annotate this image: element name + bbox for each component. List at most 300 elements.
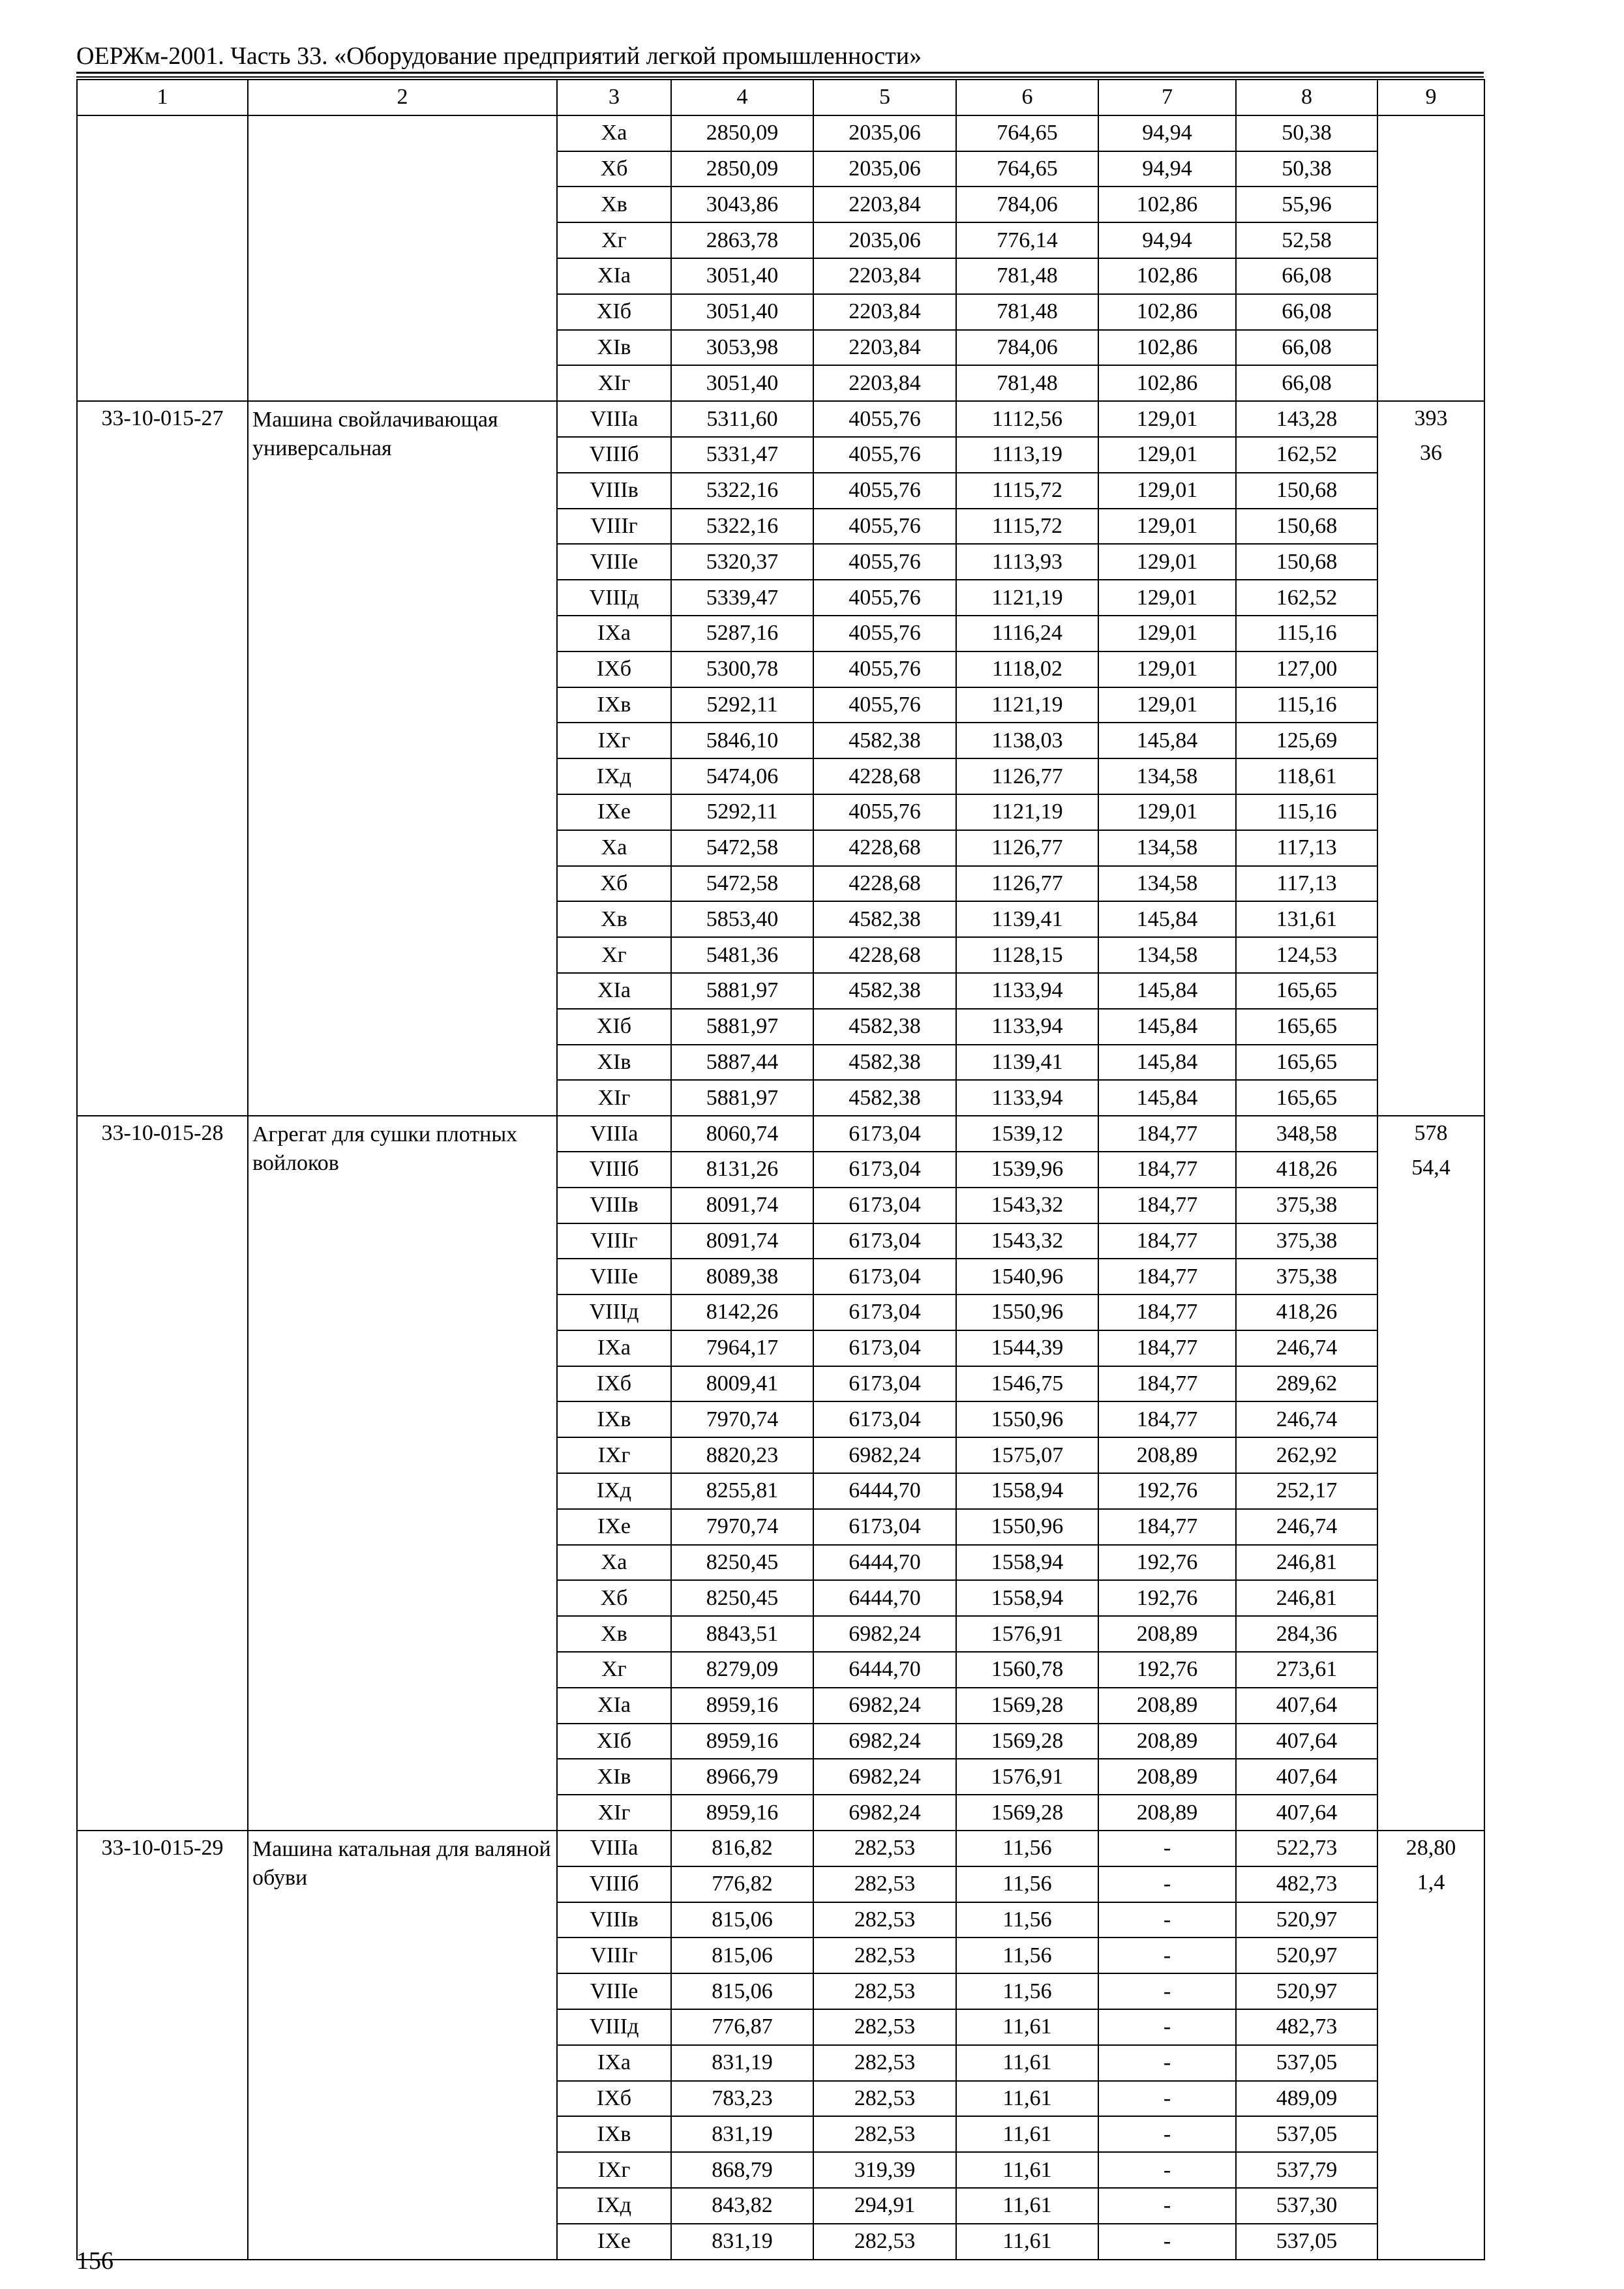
value-cell: - <box>1098 1831 1236 1866</box>
value-cell: 407,64 <box>1236 1688 1377 1724</box>
value-cell: 5887,44 <box>671 1045 813 1081</box>
value-cell: 184,77 <box>1098 1223 1236 1259</box>
zone-cell: VIIIд <box>557 2009 671 2045</box>
value-cell: 6173,04 <box>813 1116 956 1152</box>
zone-cell: IXa <box>557 2045 671 2081</box>
value-cell: 5472,58 <box>671 830 813 866</box>
zone-cell: IXе <box>557 2224 671 2260</box>
column-header: 6 <box>956 80 1098 115</box>
value-cell: 129,01 <box>1098 401 1236 437</box>
value-cell: 2035,06 <box>813 115 956 151</box>
value-cell: 208,89 <box>1098 1795 1236 1831</box>
value-cell: 4055,76 <box>813 437 956 473</box>
value-cell: 273,61 <box>1236 1652 1377 1688</box>
value-cell: 94,94 <box>1098 151 1236 187</box>
value-cell: 252,17 <box>1236 1473 1377 1509</box>
zone-cell: Xб <box>557 151 671 187</box>
value-cell: 282,53 <box>813 2081 956 2117</box>
zone-cell: IXб <box>557 2081 671 2117</box>
zone-cell: XIa <box>557 973 671 1009</box>
value-cell: 537,79 <box>1236 2152 1377 2188</box>
value-cell: 129,01 <box>1098 580 1236 616</box>
zone-cell: IXв <box>557 2116 671 2152</box>
value-cell: 282,53 <box>813 1973 956 2009</box>
value-cell: 4055,76 <box>813 509 956 545</box>
value-cell: 246,81 <box>1236 1545 1377 1581</box>
zone-cell: XIв <box>557 1045 671 1081</box>
value-cell: 1139,41 <box>956 1045 1098 1081</box>
value-cell: 129,01 <box>1098 651 1236 687</box>
mass-cell <box>1377 1116 1484 1831</box>
zone-cell: XIв <box>557 1759 671 1795</box>
value-cell: 129,01 <box>1098 616 1236 651</box>
value-cell: 6173,04 <box>813 1509 956 1545</box>
value-cell: 6982,24 <box>813 1795 956 1831</box>
value-cell: 8966,79 <box>671 1759 813 1795</box>
value-cell: 781,48 <box>956 258 1098 294</box>
value-cell: 262,92 <box>1236 1437 1377 1473</box>
value-cell: 3053,98 <box>671 330 813 366</box>
value-cell: 165,65 <box>1236 973 1377 1009</box>
value-cell: 192,76 <box>1098 1580 1236 1616</box>
value-cell: 284,36 <box>1236 1616 1377 1652</box>
value-cell: 537,30 <box>1236 2188 1377 2224</box>
value-cell: 125,69 <box>1236 723 1377 758</box>
value-cell: 418,26 <box>1236 1152 1377 1188</box>
value-cell: 11,56 <box>956 1831 1098 1866</box>
value-cell: 145,84 <box>1098 1080 1236 1116</box>
value-cell: 2035,06 <box>813 151 956 187</box>
value-cell: 150,68 <box>1236 544 1377 580</box>
value-cell: 5846,10 <box>671 723 813 758</box>
value-cell: 208,89 <box>1098 1759 1236 1795</box>
value-cell: 162,52 <box>1236 437 1377 473</box>
value-cell: 6444,70 <box>813 1545 956 1581</box>
value-cell: 4055,76 <box>813 473 956 509</box>
value-cell: 4228,68 <box>813 937 956 973</box>
value-cell: 783,23 <box>671 2081 813 2117</box>
value-cell: 246,74 <box>1236 1330 1377 1366</box>
value-cell: 2203,84 <box>813 330 956 366</box>
value-cell: 66,08 <box>1236 365 1377 401</box>
value-cell: 1546,75 <box>956 1366 1098 1402</box>
value-cell: 208,89 <box>1098 1437 1236 1473</box>
mass-cell <box>1377 1831 1484 2260</box>
value-cell: 6444,70 <box>813 1473 956 1509</box>
value-cell: 4582,38 <box>813 723 956 758</box>
value-cell: 781,48 <box>956 365 1098 401</box>
value-cell: 134,58 <box>1098 758 1236 794</box>
value-cell: 8959,16 <box>671 1795 813 1831</box>
value-cell: 418,26 <box>1236 1294 1377 1330</box>
value-cell: 8820,23 <box>671 1437 813 1473</box>
value-cell: 4582,38 <box>813 901 956 937</box>
value-cell: 117,13 <box>1236 830 1377 866</box>
value-cell: 246,74 <box>1236 1509 1377 1545</box>
value-cell: - <box>1098 1866 1236 1902</box>
value-cell: 6173,04 <box>813 1401 956 1437</box>
value-cell: 124,53 <box>1236 937 1377 973</box>
value-cell: - <box>1098 1902 1236 1938</box>
value-cell: 831,19 <box>671 2224 813 2260</box>
value-cell: 1550,96 <box>956 1401 1098 1437</box>
value-cell: - <box>1098 2081 1236 2117</box>
value-cell: 4582,38 <box>813 1009 956 1045</box>
value-cell: 115,16 <box>1236 794 1377 830</box>
value-cell: 134,58 <box>1098 866 1236 902</box>
value-cell: 1118,02 <box>956 651 1098 687</box>
value-cell: 4055,76 <box>813 651 956 687</box>
zone-cell: VIIIв <box>557 473 671 509</box>
value-cell: 289,62 <box>1236 1366 1377 1402</box>
column-header: 4 <box>671 80 813 115</box>
value-cell: 1115,72 <box>956 509 1098 545</box>
table-body <box>77 115 1484 2260</box>
value-cell: 4055,76 <box>813 687 956 723</box>
page-number: 156 <box>76 2247 113 2275</box>
value-cell: 520,97 <box>1236 1973 1377 2009</box>
value-cell: 1540,96 <box>956 1259 1098 1294</box>
value-cell: 11,56 <box>956 1937 1098 1973</box>
value-cell: 8843,51 <box>671 1616 813 1652</box>
value-cell: 282,53 <box>813 2116 956 2152</box>
value-cell: 4228,68 <box>813 830 956 866</box>
value-cell: 129,01 <box>1098 509 1236 545</box>
value-cell: 6173,04 <box>813 1366 956 1402</box>
value-cell: 407,64 <box>1236 1795 1377 1831</box>
value-cell: 184,77 <box>1098 1188 1236 1223</box>
column-header: 8 <box>1236 80 1377 115</box>
table-row <box>77 1116 1484 1152</box>
value-cell: 165,65 <box>1236 1045 1377 1081</box>
value-cell: 6444,70 <box>813 1580 956 1616</box>
mass-value: 393 <box>1414 406 1448 431</box>
value-cell: 537,05 <box>1236 2224 1377 2260</box>
value-cell: 407,64 <box>1236 1724 1377 1759</box>
value-cell: 66,08 <box>1236 294 1377 330</box>
value-cell: 776,87 <box>671 2009 813 2045</box>
value-cell: 208,89 <box>1098 1724 1236 1759</box>
value-cell: 348,58 <box>1236 1116 1377 1152</box>
value-cell: 5331,47 <box>671 437 813 473</box>
value-cell: 118,61 <box>1236 758 1377 794</box>
zone-cell: XIб <box>557 1724 671 1759</box>
zone-cell: XIa <box>557 258 671 294</box>
value-cell: 482,73 <box>1236 1866 1377 1902</box>
column-header: 3 <box>557 80 671 115</box>
zone-cell: VIIIб <box>557 437 671 473</box>
value-cell: 1128,15 <box>956 937 1098 973</box>
value-cell: 11,56 <box>956 1902 1098 1938</box>
value-cell: 5481,36 <box>671 937 813 973</box>
value-cell: 537,05 <box>1236 2045 1377 2081</box>
value-cell: 6173,04 <box>813 1152 956 1188</box>
value-cell: 1121,19 <box>956 794 1098 830</box>
zone-cell: IXб <box>557 1366 671 1402</box>
value-cell: 2203,84 <box>813 294 956 330</box>
value-cell: 1139,41 <box>956 901 1098 937</box>
value-cell: 162,52 <box>1236 580 1377 616</box>
value-cell: 4055,76 <box>813 794 956 830</box>
value-cell: 102,86 <box>1098 294 1236 330</box>
zone-cell: VIIIa <box>557 1116 671 1152</box>
value-cell: 6982,24 <box>813 1688 956 1724</box>
mass-value: 1,4 <box>1417 1870 1445 1894</box>
zone-cell: Xв <box>557 187 671 222</box>
value-cell: 134,58 <box>1098 830 1236 866</box>
value-cell: 165,65 <box>1236 1080 1377 1116</box>
value-cell: 2035,06 <box>813 222 956 258</box>
value-cell: 184,77 <box>1098 1509 1236 1545</box>
zone-cell: XIa <box>557 1688 671 1724</box>
table-row <box>77 1831 1484 1866</box>
value-cell: 115,16 <box>1236 687 1377 723</box>
zone-cell: VIIIг <box>557 1937 671 1973</box>
value-cell: 375,38 <box>1236 1223 1377 1259</box>
item-name-cell: Агрегат для сушки плотных войлоков <box>248 1116 557 1831</box>
item-name-cell: Машина катальная для валяной обуви <box>248 1831 557 2260</box>
value-cell: 2850,09 <box>671 151 813 187</box>
value-cell: 11,56 <box>956 1866 1098 1902</box>
zone-cell: VIIIa <box>557 401 671 437</box>
zone-cell: IXг <box>557 723 671 758</box>
value-cell: 134,58 <box>1098 937 1236 973</box>
value-cell: 5474,06 <box>671 758 813 794</box>
value-cell: 6982,24 <box>813 1724 956 1759</box>
value-cell: - <box>1098 2188 1236 2224</box>
value-cell: 6173,04 <box>813 1294 956 1330</box>
value-cell: 129,01 <box>1098 544 1236 580</box>
value-cell: 520,97 <box>1236 1902 1377 1938</box>
value-cell: 831,19 <box>671 2045 813 2081</box>
value-cell: 129,01 <box>1098 437 1236 473</box>
value-cell: 6982,24 <box>813 1616 956 1652</box>
value-cell: 66,08 <box>1236 330 1377 366</box>
zone-cell: IXе <box>557 794 671 830</box>
zone-cell: VIIIв <box>557 1902 671 1938</box>
value-cell: 1126,77 <box>956 830 1098 866</box>
value-cell: 11,61 <box>956 2116 1098 2152</box>
value-cell: 129,01 <box>1098 794 1236 830</box>
value-cell: 8009,41 <box>671 1366 813 1402</box>
zone-cell: VIIIг <box>557 509 671 545</box>
column-header: 7 <box>1098 80 1236 115</box>
value-cell: 784,06 <box>956 330 1098 366</box>
value-cell: 831,19 <box>671 2116 813 2152</box>
item-code-cell <box>77 115 248 401</box>
value-cell: - <box>1098 1937 1236 1973</box>
value-cell: 102,86 <box>1098 258 1236 294</box>
zone-cell: VIIIa <box>557 1831 671 1866</box>
zone-cell: XIг <box>557 365 671 401</box>
value-cell: 5322,16 <box>671 473 813 509</box>
value-cell: 1116,24 <box>956 616 1098 651</box>
value-cell: 8091,74 <box>671 1188 813 1223</box>
value-cell: 5292,11 <box>671 794 813 830</box>
value-cell: 8131,26 <box>671 1152 813 1188</box>
value-cell: 3051,40 <box>671 294 813 330</box>
value-cell: 282,53 <box>813 1866 956 1902</box>
zone-cell: Xa <box>557 830 671 866</box>
value-cell: 3043,86 <box>671 187 813 222</box>
value-cell: 482,73 <box>1236 2009 1377 2045</box>
zone-cell: XIб <box>557 1009 671 1045</box>
value-cell: - <box>1098 2116 1236 2152</box>
table-row <box>77 401 1484 437</box>
value-cell: 145,84 <box>1098 901 1236 937</box>
zone-cell: IXд <box>557 2188 671 2224</box>
header-rule-thick <box>76 72 1484 74</box>
value-cell: 1133,94 <box>956 973 1098 1009</box>
value-cell: 145,84 <box>1098 1045 1236 1081</box>
column-header: 9 <box>1377 80 1484 115</box>
value-cell: 5311,60 <box>671 401 813 437</box>
value-cell: 66,08 <box>1236 258 1377 294</box>
zone-cell: Xб <box>557 866 671 902</box>
page-header-title: ОЕРЖм-2001. Часть 33. «Оборудование предприятий легкой промышленности» <box>76 42 922 70</box>
value-cell: 192,76 <box>1098 1473 1236 1509</box>
zone-cell: XIв <box>557 330 671 366</box>
value-cell: 55,96 <box>1236 187 1377 222</box>
value-cell: 143,28 <box>1236 401 1377 437</box>
value-cell: 145,84 <box>1098 723 1236 758</box>
zone-cell: VIIIе <box>557 1973 671 2009</box>
value-cell: 282,53 <box>813 2009 956 2045</box>
zone-cell: VIIIв <box>557 1188 671 1223</box>
value-cell: 184,77 <box>1098 1294 1236 1330</box>
value-cell: 8060,74 <box>671 1116 813 1152</box>
header-rule-thin <box>76 76 1484 78</box>
value-cell: 282,53 <box>813 1937 956 1973</box>
value-cell: 145,84 <box>1098 1009 1236 1045</box>
value-cell: 407,64 <box>1236 1759 1377 1795</box>
value-cell: 5320,37 <box>671 544 813 580</box>
zone-cell: VIIIб <box>557 1152 671 1188</box>
value-cell: 843,82 <box>671 2188 813 2224</box>
item-code-cell: 33-10-015-28 <box>77 1116 248 1831</box>
zone-cell: XIг <box>557 1795 671 1831</box>
zone-cell: IXa <box>557 1330 671 1366</box>
value-cell: 102,86 <box>1098 365 1236 401</box>
value-cell: 7970,74 <box>671 1401 813 1437</box>
value-cell: 1569,28 <box>956 1724 1098 1759</box>
zone-cell: Xa <box>557 115 671 151</box>
item-code-cell: 33-10-015-29 <box>77 1831 248 2260</box>
value-cell: 5287,16 <box>671 616 813 651</box>
value-cell: 94,94 <box>1098 222 1236 258</box>
value-cell: 8091,74 <box>671 1223 813 1259</box>
value-cell: 4055,76 <box>813 544 956 580</box>
value-cell: 868,79 <box>671 2152 813 2188</box>
zone-cell: IXе <box>557 1509 671 1545</box>
value-cell: 1558,94 <box>956 1580 1098 1616</box>
value-cell: 537,05 <box>1236 2116 1377 2152</box>
value-cell: 815,06 <box>671 1937 813 1973</box>
zone-cell: VIIIг <box>557 1223 671 1259</box>
value-cell: 8959,16 <box>671 1724 813 1759</box>
value-cell: 129,01 <box>1098 473 1236 509</box>
value-cell: 192,76 <box>1098 1652 1236 1688</box>
value-cell: 4055,76 <box>813 616 956 651</box>
value-cell: 520,97 <box>1236 1937 1377 1973</box>
value-cell: 5292,11 <box>671 687 813 723</box>
value-cell: 1121,19 <box>956 687 1098 723</box>
value-cell: 192,76 <box>1098 1545 1236 1581</box>
value-cell: 4582,38 <box>813 973 956 1009</box>
value-cell: 11,61 <box>956 2188 1098 2224</box>
value-cell: 6982,24 <box>813 1759 956 1795</box>
value-cell: 2850,09 <box>671 115 813 151</box>
value-cell: 145,84 <box>1098 973 1236 1009</box>
value-cell: 117,13 <box>1236 866 1377 902</box>
value-cell: 1113,93 <box>956 544 1098 580</box>
value-cell: 4582,38 <box>813 1080 956 1116</box>
value-cell: 4055,76 <box>813 401 956 437</box>
value-cell: 1569,28 <box>956 1688 1098 1724</box>
value-cell: 50,38 <box>1236 115 1377 151</box>
value-cell: 1112,56 <box>956 401 1098 437</box>
zone-cell: IXб <box>557 651 671 687</box>
value-cell: 8250,45 <box>671 1545 813 1581</box>
zone-cell: Xг <box>557 1652 671 1688</box>
zone-cell: VIIIе <box>557 1259 671 1294</box>
value-cell: 1539,12 <box>956 1116 1098 1152</box>
item-code-cell: 33-10-015-27 <box>77 401 248 1116</box>
value-cell: 1560,78 <box>956 1652 1098 1688</box>
value-cell: 115,16 <box>1236 616 1377 651</box>
value-cell: 127,00 <box>1236 651 1377 687</box>
value-cell: 8250,45 <box>671 1580 813 1616</box>
column-number-row <box>77 80 1484 115</box>
value-cell: 8142,26 <box>671 1294 813 1330</box>
value-cell: 165,65 <box>1236 1009 1377 1045</box>
mass-value: 36 <box>1420 440 1442 465</box>
value-cell: 1550,96 <box>956 1509 1098 1545</box>
value-cell: 6173,04 <box>813 1223 956 1259</box>
value-cell: 1558,94 <box>956 1545 1098 1581</box>
value-cell: 8089,38 <box>671 1259 813 1294</box>
value-cell: 11,61 <box>956 2224 1098 2260</box>
column-header: 1 <box>77 80 248 115</box>
value-cell: 5881,97 <box>671 1009 813 1045</box>
value-cell: 282,53 <box>813 1902 956 1938</box>
zone-cell: IXв <box>557 687 671 723</box>
value-cell: 6173,04 <box>813 1330 956 1366</box>
table-row <box>77 115 1484 151</box>
value-cell: 2203,84 <box>813 258 956 294</box>
value-cell: 102,86 <box>1098 330 1236 366</box>
value-cell: 11,61 <box>956 2009 1098 2045</box>
value-cell: 11,61 <box>956 2152 1098 2188</box>
value-cell: 375,38 <box>1236 1259 1377 1294</box>
value-cell: - <box>1098 2224 1236 2260</box>
zone-cell: XIг <box>557 1080 671 1116</box>
value-cell: 3051,40 <box>671 258 813 294</box>
value-cell: 5881,97 <box>671 1080 813 1116</box>
value-cell: 131,61 <box>1236 901 1377 937</box>
zone-cell: IXв <box>557 1401 671 1437</box>
value-cell: - <box>1098 2009 1236 2045</box>
zone-cell: IXг <box>557 1437 671 1473</box>
value-cell: 1126,77 <box>956 758 1098 794</box>
value-cell: 4228,68 <box>813 866 956 902</box>
value-cell: 781,48 <box>956 294 1098 330</box>
value-cell: 5853,40 <box>671 901 813 937</box>
value-cell: - <box>1098 2152 1236 2188</box>
value-cell: 5881,97 <box>671 973 813 1009</box>
value-cell: 50,38 <box>1236 151 1377 187</box>
value-cell: 52,58 <box>1236 222 1377 258</box>
